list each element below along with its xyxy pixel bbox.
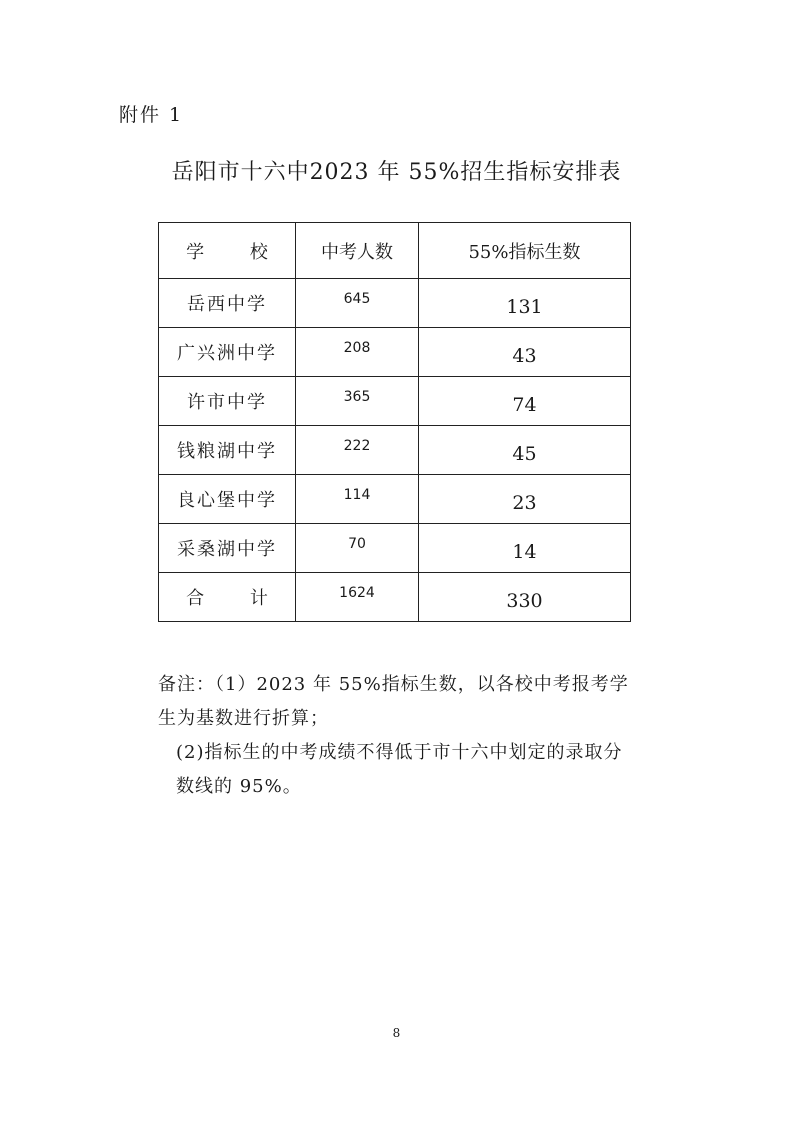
school-cell: 钱粮湖中学 bbox=[159, 426, 296, 475]
header-school: 学 校 bbox=[159, 223, 296, 279]
notes-section bbox=[158, 668, 638, 804]
count-cell bbox=[296, 524, 419, 573]
quota-table bbox=[158, 222, 631, 622]
school-cell: 岳西中学 bbox=[159, 279, 296, 328]
table-row bbox=[159, 377, 631, 426]
quota-value: 43 bbox=[512, 345, 537, 367]
quota-cell bbox=[419, 328, 631, 377]
total-quota-cell bbox=[419, 573, 631, 622]
total-count-value: 1624 bbox=[339, 584, 375, 601]
count-cell bbox=[296, 328, 419, 377]
quota-cell bbox=[419, 377, 631, 426]
count-cell bbox=[296, 475, 419, 524]
note-2: (2)指标生的中考成绩不得低于市十六中划定的录取分数线的 95%。 bbox=[176, 742, 623, 797]
quota-cell bbox=[419, 279, 631, 328]
count-value: 645 bbox=[343, 290, 371, 307]
count-cell bbox=[296, 377, 419, 426]
count-cell bbox=[296, 426, 419, 475]
count-value: 222 bbox=[343, 437, 371, 454]
school-cell: 采桑湖中学 bbox=[159, 524, 296, 573]
quota-value: 74 bbox=[512, 394, 537, 416]
quota-value: 45 bbox=[512, 443, 537, 465]
count-cell bbox=[296, 279, 419, 328]
header-quota: 55%指标生数 bbox=[419, 223, 631, 279]
count-value: 365 bbox=[343, 388, 371, 405]
quota-value: 14 bbox=[512, 541, 537, 563]
table-row bbox=[159, 328, 631, 377]
total-label: 合 计 bbox=[159, 573, 296, 622]
count-value: 114 bbox=[343, 486, 371, 503]
school-cell: 广兴洲中学 bbox=[159, 328, 296, 377]
count-value: 70 bbox=[348, 535, 366, 552]
school-cell: 良心堡中学 bbox=[159, 475, 296, 524]
quota-value: 131 bbox=[506, 296, 543, 318]
table-row bbox=[159, 475, 631, 524]
table-row bbox=[159, 426, 631, 475]
table-row bbox=[159, 279, 631, 328]
note-1: 备注：（1）2023 年 55%指标生数，以各校中考报考学生为基数进行折算； bbox=[158, 674, 629, 729]
quota-cell bbox=[419, 426, 631, 475]
total-count-cell bbox=[296, 573, 419, 622]
school-cell: 许市中学 bbox=[159, 377, 296, 426]
count-value: 208 bbox=[343, 339, 371, 356]
quota-cell bbox=[419, 524, 631, 573]
quota-value: 23 bbox=[512, 492, 537, 514]
total-quota-value: 330 bbox=[506, 590, 543, 612]
table-header-row bbox=[159, 223, 631, 279]
header-count: 中考人数 bbox=[296, 223, 419, 279]
document-title: 岳阳市十六中2023 年 55%招生指标安排表 bbox=[171, 160, 622, 185]
table-row bbox=[159, 524, 631, 573]
page-number: 8 bbox=[392, 1026, 401, 1040]
quota-cell bbox=[419, 475, 631, 524]
attachment-label: 附件 1 bbox=[119, 104, 184, 126]
table-total-row bbox=[159, 573, 631, 622]
